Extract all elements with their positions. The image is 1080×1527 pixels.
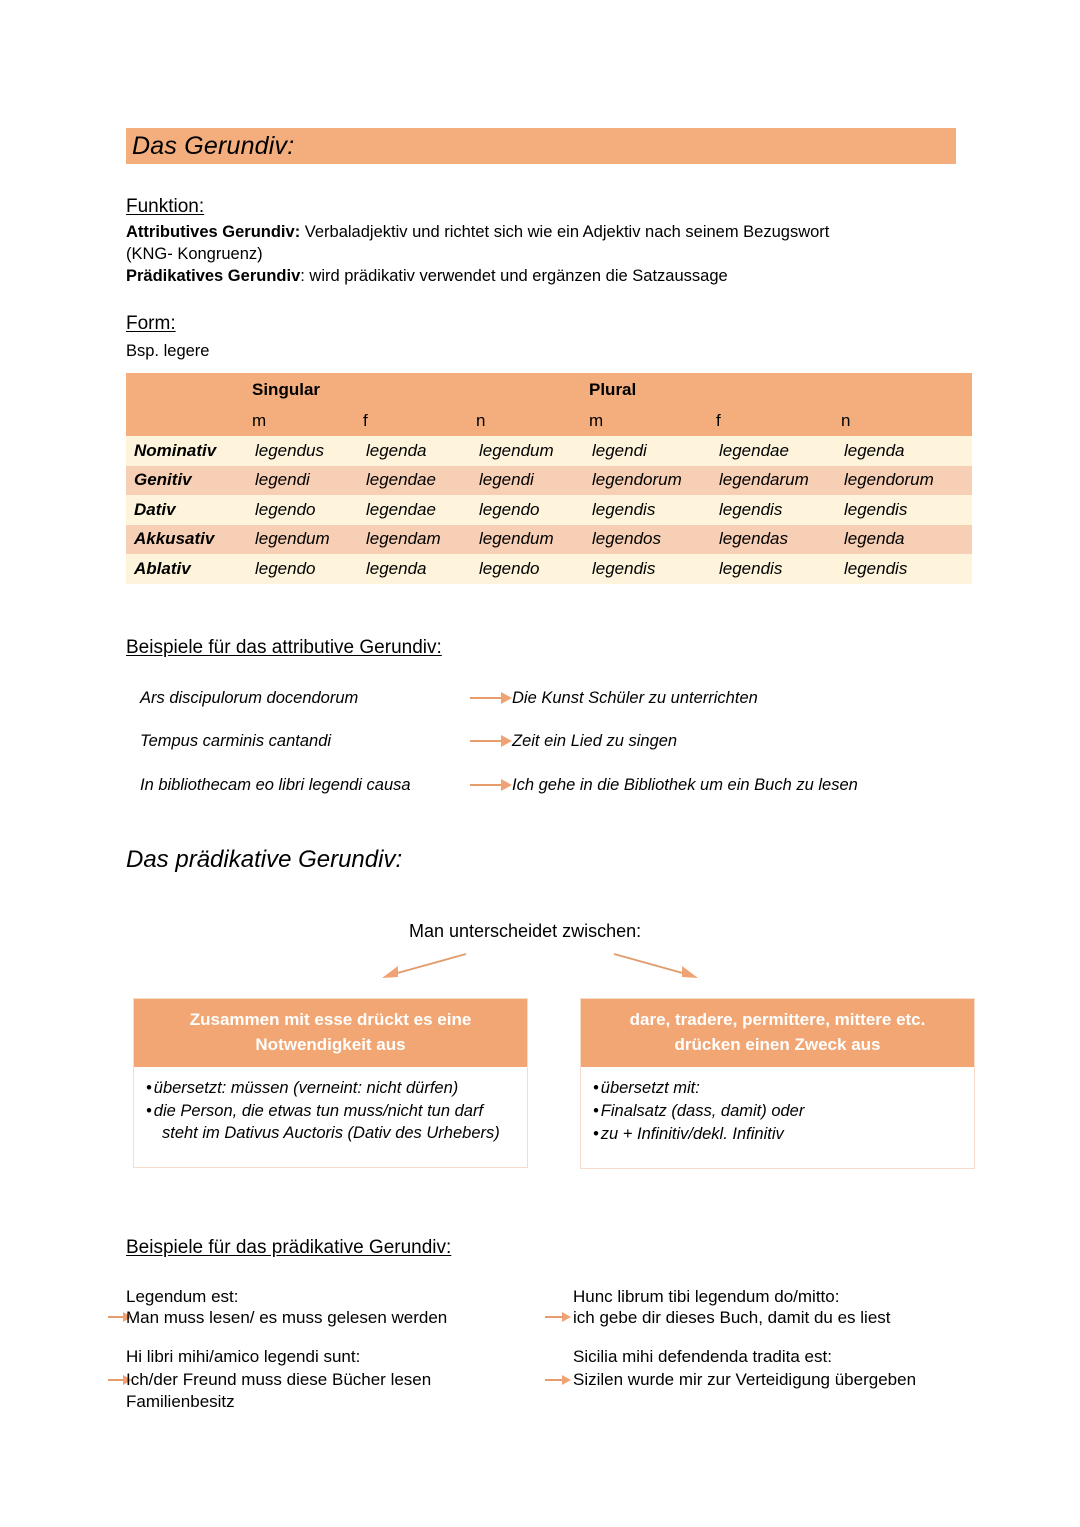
table-cell: legenda bbox=[841, 525, 972, 555]
case-label: Nominativ bbox=[126, 436, 252, 466]
arrow-down-right-icon bbox=[612, 952, 702, 982]
funktion-line-3-bold: Prädikatives Gerundiv bbox=[126, 267, 301, 285]
table-cell: legendo bbox=[476, 495, 589, 525]
arrow-right-icon bbox=[545, 1312, 571, 1322]
concept-bullet bbox=[593, 1100, 962, 1122]
concept-bullet bbox=[593, 1123, 962, 1145]
concept-box-body bbox=[134, 1067, 527, 1167]
arrow-right-icon bbox=[545, 1375, 571, 1385]
page-title: Das Gerundiv: bbox=[132, 131, 295, 160]
table-cell: legendus bbox=[252, 436, 363, 466]
case-label: Dativ bbox=[126, 495, 252, 525]
group-header-spacer-3 bbox=[716, 373, 841, 406]
case-label: Akkusativ bbox=[126, 525, 252, 555]
case-label: Ablativ bbox=[126, 554, 252, 584]
gender-header-pl-m: m bbox=[589, 406, 716, 436]
table-cell: legendis bbox=[841, 554, 972, 584]
concept-bullet-text: zu + Infinitiv/dekl. Infinitiv bbox=[600, 1125, 784, 1143]
funktion-line-1-bold: Attributives Gerundiv: bbox=[126, 223, 301, 241]
table-cell: legendis bbox=[841, 495, 972, 525]
table-cell: legendae bbox=[363, 495, 476, 525]
predicative-intro: Man unterscheidet zwischen: bbox=[409, 921, 642, 941]
concept-bullet bbox=[593, 1077, 962, 1099]
predicative-example-latin: Sicilia mihi defendenda tradita est: bbox=[573, 1347, 832, 1366]
table-gender-header-row bbox=[126, 406, 972, 436]
group-header-spacer-4 bbox=[841, 373, 972, 406]
attributive-example-german: Zeit ein Lied zu singen bbox=[512, 732, 678, 750]
arrow-down-left-icon bbox=[378, 952, 468, 982]
form-example: Bsp. legere bbox=[126, 342, 210, 360]
table-row bbox=[126, 436, 972, 466]
concept-box-header: dare, tradere, permittere, mittere etc. drücken einen Zweck aus bbox=[581, 999, 974, 1067]
predicative-example-latin: Hunc librum tibi legendum do/mitto: bbox=[573, 1287, 840, 1306]
concept-bullet-continuation: steht im Dativus Auctoris (Dativ des Urhebers) bbox=[162, 1124, 500, 1142]
group-header-plural: Plural bbox=[589, 373, 716, 406]
concept-box-header: Zusammen mit esse drückt es eine Notwendigkeit aus bbox=[134, 999, 527, 1067]
table-group-header-row bbox=[126, 373, 972, 406]
table-cell: legendas bbox=[716, 525, 841, 555]
concept-bullet-list bbox=[146, 1077, 515, 1144]
attributive-example-latin: Tempus carminis cantandi bbox=[140, 732, 332, 750]
table-cell: legendorum bbox=[841, 466, 972, 496]
table-cell: legendum bbox=[476, 436, 589, 466]
concept-box-necessity bbox=[133, 998, 528, 1168]
gender-header-pl-n: n bbox=[841, 406, 972, 436]
table-cell: legendam bbox=[363, 525, 476, 555]
predicative-examples-heading: Beispiele für das prädikative Gerundiv: bbox=[126, 1237, 452, 1258]
document-title-banner bbox=[126, 128, 956, 164]
predicative-example-extra: Familienbesitz bbox=[126, 1392, 235, 1411]
gender-header-sg-n: n bbox=[476, 406, 589, 436]
funktion-heading: Funktion: bbox=[126, 196, 205, 217]
funktion-line-1-rest: Verbaladjektiv und richtet sich wie ein Adjektiv nach seinem Bezugswort bbox=[300, 223, 830, 241]
concept-bullet-text: übersetzt: müssen (verneint: nicht dürfen) bbox=[153, 1079, 459, 1097]
arrow-right-icon bbox=[470, 779, 512, 791]
table-cell: legendis bbox=[716, 554, 841, 584]
attributive-example-latin: Ars discipulorum docendorum bbox=[140, 689, 359, 707]
predicative-example-german: ich gebe dir dieses Buch, damit du es liest bbox=[573, 1308, 891, 1327]
table-cell: legendis bbox=[589, 554, 716, 584]
concept-bullet bbox=[146, 1100, 515, 1144]
table-cell: legendarum bbox=[716, 466, 841, 496]
funktion-line-3 bbox=[126, 265, 728, 287]
table-cell: legendis bbox=[589, 495, 716, 525]
table-cell: legendi bbox=[589, 436, 716, 466]
table-cell: legenda bbox=[363, 436, 476, 466]
concept-bullet-text: die Person, die etwas tun muss/nicht tun darf bbox=[153, 1102, 484, 1120]
predicative-example-latin: Legendum est: bbox=[126, 1287, 239, 1306]
arrow-right-icon bbox=[470, 735, 512, 747]
gender-header-sg-m: m bbox=[252, 406, 363, 436]
group-header-spacer-2 bbox=[476, 373, 589, 406]
concept-bullet-text: übersetzt mit: bbox=[600, 1079, 700, 1097]
gender-header-sg-f: f bbox=[363, 406, 476, 436]
table-cell: legenda bbox=[841, 436, 972, 466]
table-cell: legendae bbox=[363, 466, 476, 496]
case-label: Genitiv bbox=[126, 466, 252, 496]
concept-bullet bbox=[146, 1077, 515, 1099]
funktion-line-2 bbox=[126, 243, 263, 265]
predicative-example-german: Ich/der Freund muss diese Bücher lesen bbox=[126, 1370, 432, 1389]
concept-box-purpose bbox=[580, 998, 975, 1169]
table-cell: legendo bbox=[252, 554, 363, 584]
table-row bbox=[126, 525, 972, 555]
gender-header-pl-f: f bbox=[716, 406, 841, 436]
table-row bbox=[126, 554, 972, 584]
form-heading: Form: bbox=[126, 313, 176, 334]
attributive-example-latin: In bibliothecam eo libri legendi causa bbox=[140, 776, 411, 794]
attributive-example-german: Ich gehe in die Bibliothek um ein Buch zu lesen bbox=[512, 776, 858, 794]
table-row bbox=[126, 466, 972, 496]
group-header-singular: Singular bbox=[252, 373, 363, 406]
table-row bbox=[126, 495, 972, 525]
table-cell: legendorum bbox=[589, 466, 716, 496]
gerundiv-declension-table bbox=[126, 373, 972, 584]
group-header-empty bbox=[126, 373, 252, 406]
predicative-example-german: Sizilen wurde mir zur Verteidigung übergeben bbox=[573, 1370, 917, 1389]
table-cell: legendae bbox=[716, 436, 841, 466]
table-cell: legendo bbox=[252, 495, 363, 525]
funktion-line-2-rest: (KNG- Kongruenz) bbox=[126, 245, 263, 263]
concept-box-body bbox=[581, 1067, 974, 1168]
concept-bullet-list bbox=[593, 1077, 962, 1145]
predicative-section-title: Das prädikative Gerundiv: bbox=[126, 846, 403, 873]
attributive-example-german: Die Kunst Schüler zu unterrichten bbox=[512, 689, 758, 707]
table-cell: legendos bbox=[589, 525, 716, 555]
table-cell: legendo bbox=[476, 554, 589, 584]
predicative-example-latin: Hi libri mihi/amico legendi sunt: bbox=[126, 1347, 361, 1366]
funktion-line-1 bbox=[126, 221, 829, 243]
concept-bullet-text: Finalsatz (dass, damit) oder bbox=[600, 1102, 805, 1120]
funktion-line-3-rest: : wird prädikativ verwendet und ergänzen die Satzaussage bbox=[300, 267, 728, 285]
table-cell: legendum bbox=[476, 525, 589, 555]
predicative-example-german: Man muss lesen/ es muss gelesen werden bbox=[126, 1308, 448, 1327]
table-cell: legenda bbox=[363, 554, 476, 584]
gender-header-empty bbox=[126, 406, 252, 436]
arrow-right-icon bbox=[470, 692, 512, 704]
table-cell: legendum bbox=[252, 525, 363, 555]
table-cell: legendi bbox=[252, 466, 363, 496]
attributive-examples-heading: Beispiele für das attributive Gerundiv: bbox=[126, 637, 442, 658]
table-cell: legendi bbox=[476, 466, 589, 496]
table-cell: legendis bbox=[716, 495, 841, 525]
group-header-spacer-1 bbox=[363, 373, 476, 406]
